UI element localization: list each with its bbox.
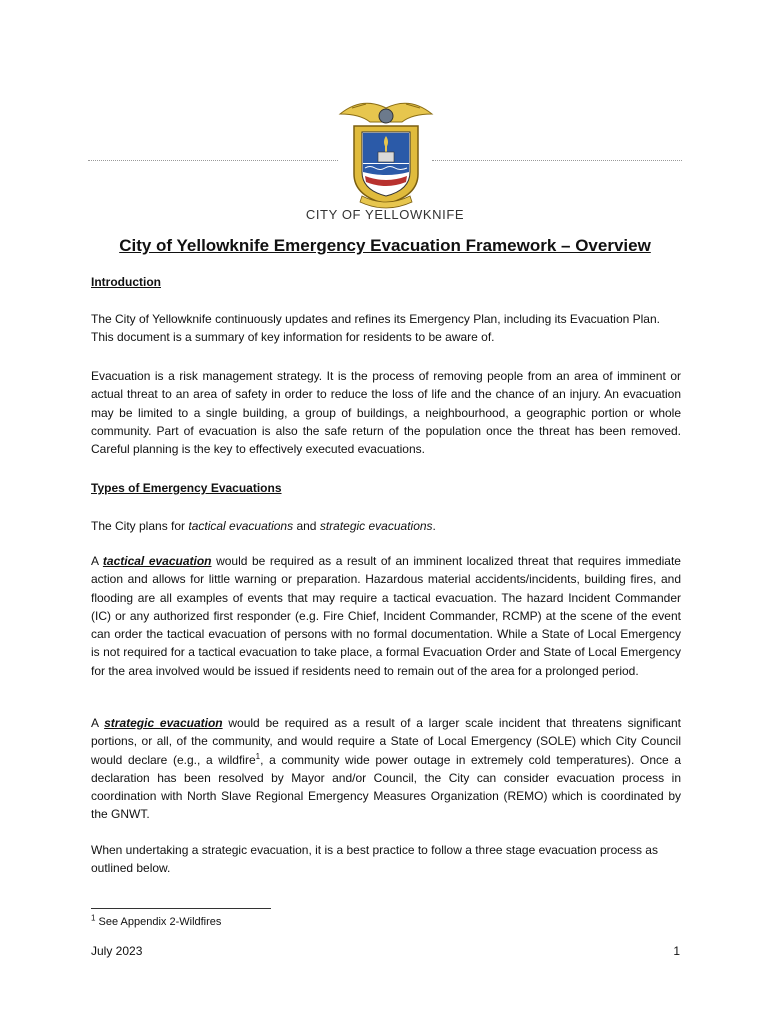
page-number: 1 — [673, 944, 680, 958]
term-tactical-evacuation: tactical evacuation — [102, 554, 212, 568]
intro-paragraph-1 — [91, 310, 681, 347]
intro-paragraph-2-text: Evacuation is a risk management strategy. It is the process of removing people from an area of imminent or actual threat to an area of safety in order to reduce the loss of life and the chance of an injury. An evacuation may be limited to a single building, a group of buildings, a neighbourhood, a geographic portion or whole community. Part of evacuation is also the safe return of the population once the threat has been removed. Careful planning is the key to effectively executed evacuations. — [91, 369, 681, 457]
intro-paragraph-1-text: The City of Yellowknife continuously updates and refines its Emergency Plan, including its Evacuation Plan. This document is a summary of key information for residents to be aware of. — [91, 312, 660, 345]
strategic-evacuation-paragraph — [91, 714, 681, 824]
header-divider-right — [432, 160, 682, 161]
strategic-body-part2: , a community wide power outage in extremely cold temperatures). Once a declaration has been resolved by Mayor and/or Council, the City can consider evacuation process in coordination with North Slave Regional Emergency Measures Organization (REMO) which is coordinated by the GNWT. — [91, 752, 681, 822]
document-title: City of Yellowknife Emergency Evacuation Framework – Overview — [119, 236, 651, 255]
types-intro-paragraph — [91, 517, 681, 535]
footnote-divider — [91, 908, 271, 909]
term-strategic-evacuation: strategic evacuation — [104, 716, 223, 730]
crest-icon — [332, 92, 440, 210]
heading-types-of-evacuations: Types of Emergency Evacuations — [91, 481, 282, 495]
tactical-prefix: A — [91, 554, 103, 568]
heading-introduction: Introduction — [91, 275, 161, 289]
term-tactical-evacuations: tactical evacuations — [188, 519, 294, 533]
footnote-text: See Appendix 2-Wildfires — [95, 916, 222, 928]
footnote-number: 1 — [91, 913, 96, 923]
city-crest-logo — [332, 92, 440, 210]
closing-paragraph — [91, 841, 681, 878]
types-intro-suffix: . — [432, 519, 436, 533]
strategic-prefix: A — [91, 716, 105, 730]
footnote — [91, 913, 222, 928]
term-strategic-evacuations: strategic evacuations — [319, 519, 433, 533]
city-name-wordmark: CITY OF YELLOWKNIFE — [305, 207, 465, 222]
header-divider-left — [88, 160, 338, 161]
intro-paragraph-2 — [91, 367, 681, 458]
footer-date: July 2023 — [91, 944, 143, 958]
strategic-body-part1: would be required as a result of a larger scale incident that threatens significant portions, or all, of the community, and would require a State of Local Emergency (SOLE) which City Council would declare (e.g., a wildfire — [91, 716, 681, 767]
tactical-body: would be required as a result of an imminent localized threat that requires immediate action and allows for little warning or preparation. Hazardous material accidents/incidents, building fires, and flooding are all examples of events that may require a tactical evacuation. The hazard Incident Commander (IC) or any authorized first responder (e.g. Fire Chief, Incident Commander, RCMP) at the scene of the event can order the tactical evacuation of persons with no formal documentation. While a State of Local Emergency is not required for a tactical evacuation to take place, a formal Evacuation Order and State of Local Emergency for the area involved would be issued if residents need to remain out of the area for a prolonged period. — [91, 554, 681, 678]
types-intro-and: and — [293, 519, 320, 533]
tactical-evacuation-paragraph — [91, 552, 681, 680]
closing-paragraph-text: When undertaking a strategic evacuation, it is a best practice to follow a three stage evacuation process as outlined below. — [91, 843, 658, 876]
types-intro-prefix: The City plans for — [91, 519, 189, 533]
footnote-reference[interactable]: 1 — [255, 751, 261, 761]
